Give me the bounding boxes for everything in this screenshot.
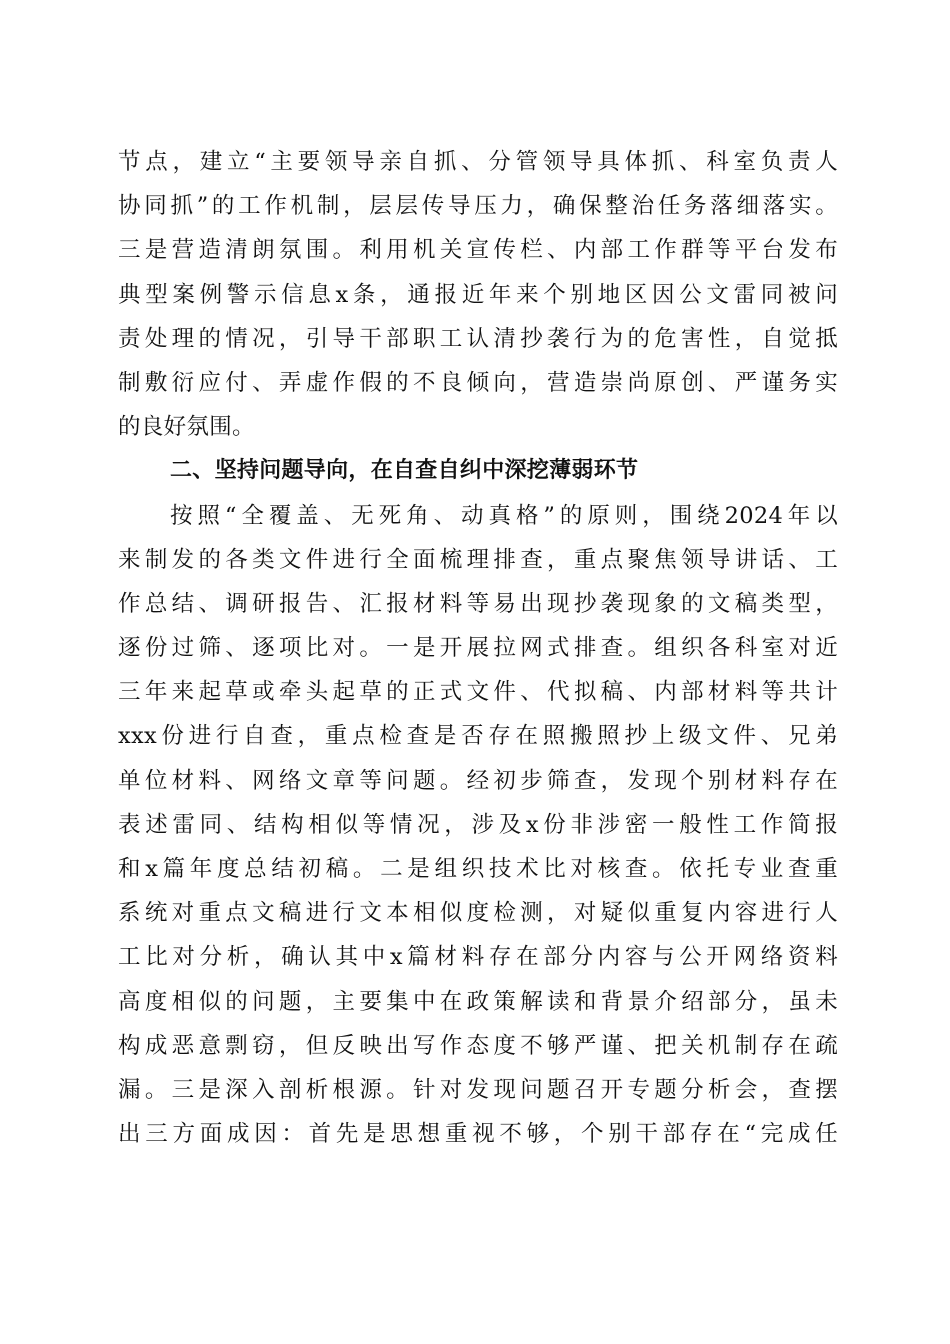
- text-line: 节点，建立“主要领导亲自抓、分管领导具体抓、科室负责人: [118, 149, 838, 175]
- text-line: 来制发的各类文件进行全面梳理排查，重点聚焦领导讲话、工: [118, 546, 838, 573]
- text-line: 责处理的情况，引导干部职工认清抄袭行为的危害性，自觉抵: [118, 325, 838, 352]
- text-line: 典型案例警示信息x条，通报近年来个别地区因公文雷同被问: [118, 281, 838, 308]
- text-line: 工比对分析，确认其中x篇材料存在部分内容与公开网络资料: [118, 944, 838, 971]
- text-line: 逐份过筛、逐项比对。一是开展拉网式排查。组织各科室对近: [118, 635, 838, 662]
- text-line: 漏。三是深入剖析根源。针对发现问题召开专题分析会，查摆: [118, 1076, 838, 1103]
- text-line: 单位材料、网络文章等问题。经初步筛查，发现个别材料存在: [118, 767, 838, 794]
- text-line: 的良好氛围。: [118, 414, 255, 441]
- text-line: 作总结、调研报告、汇报材料等易出现抄袭现象的文稿类型，: [118, 590, 838, 617]
- text-line: 三是营造清朗氛围。利用机关宣传栏、内部工作群等平台发布: [118, 237, 838, 264]
- text-line: 出三方面成因：首先是思想重视不够，个别干部存在“完成任: [118, 1121, 838, 1148]
- section-heading: 二、坚持问题导向，在自查自纠中深挖薄弱环节: [170, 458, 639, 484]
- text-line: 制敷衍应付、弄虚作假的不良倾向，营造崇尚原创、严谨务实: [118, 369, 838, 396]
- text-line: 构成恶意剽窃，但反映出写作态度不够严谨、把关机制存在疏: [118, 1032, 838, 1059]
- text-line: 和x篇年度总结初稿。二是组织技术比对核查。依托专业查重: [118, 856, 838, 882]
- text-line: 系统对重点文稿进行文本相似度检测，对疑似重复内容进行人: [118, 900, 838, 927]
- text-line: 按照“全覆盖、无死角、动真格”的原则，围绕2024年以: [170, 502, 838, 529]
- text-line: 高度相似的问题，主要集中在政策解读和背景介绍部分，虽未: [118, 988, 838, 1015]
- text-line: 三年来起草或牵头起草的正式文件、代拟稿、内部材料等共计: [118, 679, 838, 706]
- text-line: 协同抓”的工作机制，层层传导压力，确保整治任务落细落实。: [118, 193, 838, 220]
- text-line: xxx份进行自查，重点检查是否存在照搬照抄上级文件、兄弟: [118, 723, 838, 750]
- document-body: [118, 140, 838, 1156]
- paragraph-2: [118, 494, 838, 1157]
- text-line: 表述雷同、结构相似等情况，涉及x份非涉密一般性工作简报: [118, 811, 838, 838]
- paragraph-1: [118, 140, 838, 449]
